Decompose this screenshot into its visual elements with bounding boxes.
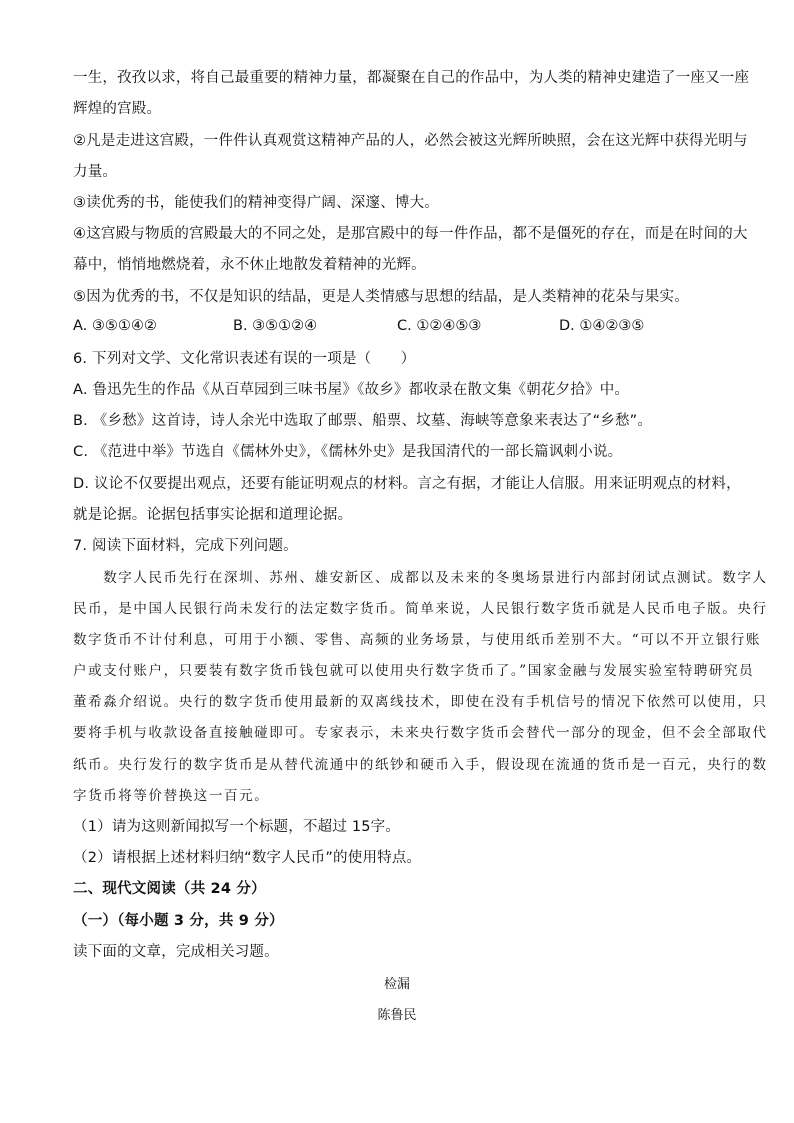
q6-option-d-cont: 就是论据。论据包括事实论据和道理论据。	[73, 507, 353, 523]
passage-line: ⑤因为优秀的书，不仅是知识的结晶，更是人类情感与思想的结晶，是人类精神的花朵与果实。	[73, 289, 689, 305]
q7-subquestion-2: （2）请根据上述材料归纳“数字人民币”的使用特点。	[73, 850, 422, 866]
passage-line: ④这宫殿与物质的宫殿最大的不同之处，是那宫殿中的每一件作品，都不是僵死的存在，而是在时间的大	[73, 226, 748, 242]
q6-option-c: C. 《范进中举》节选自《儒林外史》，《儒林外史》是我国清代的一部长篇讽刺小说。	[73, 444, 623, 460]
subsection-heading: （一）（每小题 3 分，共 9 分）	[73, 913, 284, 929]
q7-material-line: 数字人民币先行在深圳、苏州、雄安新区、成都以及未来的冬奥场景进行内部封闭试点测试。数字人	[73, 570, 768, 586]
passage-line: 辉煌的宫殿。	[73, 101, 162, 117]
q6-option-b: B. 《乡愁》这首诗，诗人余光中选取了邮票、船票、坟墓、海峡等意象来表达了“乡愁”。	[73, 413, 653, 429]
article-author: 陈鲁民	[377, 1008, 417, 1023]
reading-instruction: 读下面的文章，完成相关习题。	[73, 944, 279, 960]
q5-option-d: D. ①④②③⑤	[559, 318, 645, 334]
q5-options	[73, 318, 733, 338]
passage-line: 幕中，悄悄地燃烧着，永不休止地散发着精神的光辉。	[73, 257, 426, 273]
q6-option-d: D. 议论不仅要提出观点，还要有能证明观点的材料。言之有据，才能让人信服。用来证明观点的材料，	[73, 476, 741, 492]
passage-line: 力量。	[73, 164, 118, 180]
q7-material-line: 要将手机与收款设备直接触碰即可。专家表示，未来央行数字货币会替代一部分的现金，但不会全部取代	[73, 725, 768, 741]
q7-material-line: 户或支付账户，只要装有数字货币钱包就可以使用央行数字货币了。”国家金融与发展实验室特聘研究员	[73, 663, 755, 679]
passage-line: 一生，孜孜以求，将自己最重要的精神力量，都凝聚在自己的作品中，为人类的精神史建造了一座又一座	[73, 70, 750, 86]
article-title: 检漏	[383, 977, 410, 992]
q7-stem: 7. 阅读下面材料，完成下列问题。	[73, 538, 298, 554]
q6-stem: 6. 下列对文学、文化常识表述有误的一项是（ ）	[73, 351, 416, 367]
section-heading: 二、现代文阅读（共 24 分）	[73, 881, 266, 897]
passage-line: ③读优秀的书，能使我们的精神变得广阔、深邃、博大。	[73, 195, 439, 211]
q7-material-line: 字货币将等价替换这一百元。	[73, 788, 270, 804]
q6-option-a: A. 鲁迅先生的作品《从百草园到三味书屋》《故乡》都收录在散文集《朝花夕拾》中。	[73, 382, 630, 398]
q5-option-b: B. ③⑤①②④	[233, 318, 318, 334]
q7-material-line: 纸币。央行发行的数字货币是从替代流通中的纸钞和硬币入手，假设现在流通的货币是一百元，央行的数	[73, 757, 768, 773]
q5-option-c: C. ①②④⑤③	[397, 318, 482, 334]
q7-material-line: 民币，是中国人民银行尚未发行的法定数字货币。简单来说，人民银行数字货币就是人民币电子版。央行	[73, 601, 768, 617]
q7-subquestion-1: （1）请为这则新闻拟写一个标题，不超过 15字。	[73, 819, 401, 835]
q5-option-a: A. ③⑤①④②	[73, 318, 157, 334]
passage-line: ②凡是走进这宫殿，一件件认真观赏这精神产品的人，必然会被这光辉所映照，会在这光辉中获得光明与	[73, 133, 748, 149]
q7-material-line: 董希淼介绍说。央行的数字货币使用最新的双离线技术，即使在没有手机信号的情况下依然可以使用，只	[73, 694, 768, 710]
q7-material-line: 数字货币不计付利息，可用于小额、零售、高频的业务场景，与使用纸币差别不大。“可以不开立银行账	[73, 632, 761, 648]
